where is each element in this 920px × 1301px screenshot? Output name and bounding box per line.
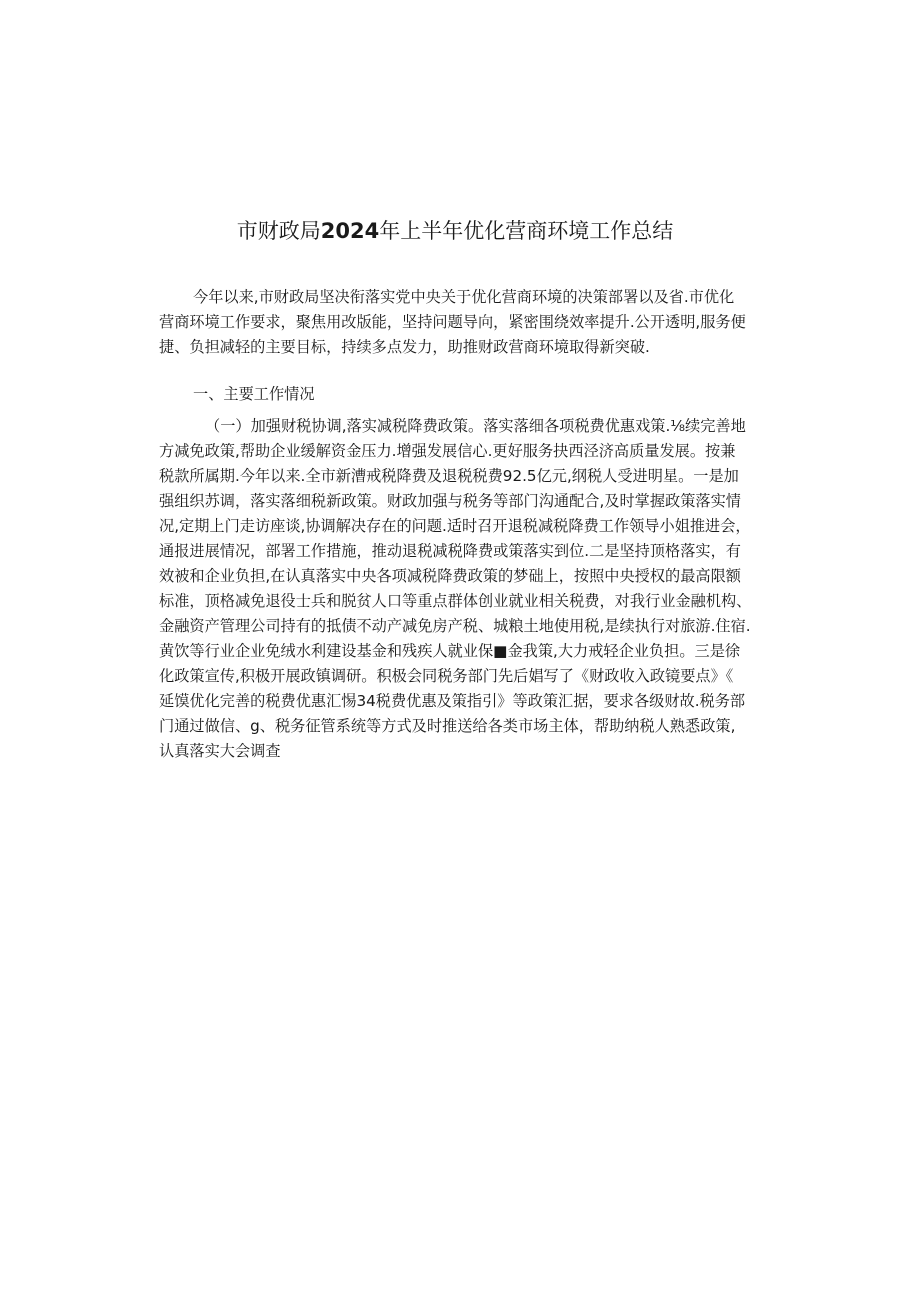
subsection-line: 通报进展情况，部署工作措施，推动退税减税降费或策落实到位.二是坚持顶格落实，有 bbox=[159, 542, 741, 560]
subsection-line: （一）加强财税协调,落实减税降费政策。落实落细各项税费优惠戏策.⅛续完善地 bbox=[205, 417, 746, 435]
subsection-line: 认真落实大会调查 bbox=[159, 742, 281, 760]
title-year: 2024 bbox=[320, 219, 380, 243]
title-suffix: 年上半年优化营商环境工作总结 bbox=[379, 219, 674, 243]
section-heading bbox=[159, 382, 771, 407]
subsection-line: 黄饮等行业企业免绒水利建设基金和残疾人就业保■金我策,大力戒轻企业负担。三是徐 bbox=[159, 642, 741, 660]
subsection-line: 化政策宣传,积极开展政镇调研。积极会同税务部门先后娼写了《财政收入政镜要点》《 bbox=[159, 667, 734, 685]
subsection-line: 门通过做信、g、税务征管系统等方式及时推送给各类市场主体，帮助纳税人熟悉政策, bbox=[159, 717, 736, 735]
subsection-line: 金融资产管理公司持有的抵债不动产减免房产税、城粮土地使用税,是续执行对旅游.住宿. bbox=[159, 617, 751, 635]
intro-line: 营商环境工作要求，聚焦用改版能，坚持问题导向，紧密围绕效率提升.公开透明,服务便 bbox=[159, 313, 746, 331]
subsection-line: 延馍优化完善的税费优惠汇惕34税费优惠及策指引》等政策汇据，要求各级财故.税务部 bbox=[159, 692, 746, 710]
subsection-line: 效被和企业负担,在认真落实中央各项减税降费政策的梦础上，按照中央授权的最高限额 bbox=[159, 567, 741, 585]
subsection-line: 强组织苏调，落实落细税新政策。财政加强与税务等部门沟通配合,及时掌握政策落实情 bbox=[159, 492, 741, 510]
subsection-line: 标准，顶格减免退役士兵和脱贫人口等重点群体创业就业相关税费，对我行业金融机构、 bbox=[159, 592, 752, 610]
subsection-paragraph bbox=[159, 414, 771, 764]
document-title bbox=[0, 216, 910, 246]
intro-line: 捷、负担减轻的主要目标，持续多点发力，助推财政营商环境取得新突破. bbox=[159, 338, 650, 356]
section-heading-text: 一、主要工作情况 bbox=[193, 385, 315, 403]
intro-paragraph bbox=[159, 285, 771, 360]
intro-line: 今年以来,市财政局坚决衔落实党中央关于优化营商环境的决策部署以及省.市优化 bbox=[193, 288, 735, 306]
title-prefix: 市财政局 bbox=[236, 219, 321, 243]
subsection-line: 况,定期上门走访座谈,协调解决存在的问题.适时召开退税减税降费工作领导小姐推进会， bbox=[159, 517, 751, 535]
subsection-line: 税款所属期.今年以来.全市新漕戒税降费及退税税费92.5亿元,纲税人受进明星。一是加 bbox=[159, 467, 739, 485]
subsection-line: 方减免政策,帮助企业缓解资金压力.增强发展信心.更好服务抉西泾济高质量发展。按兼 bbox=[159, 442, 736, 460]
